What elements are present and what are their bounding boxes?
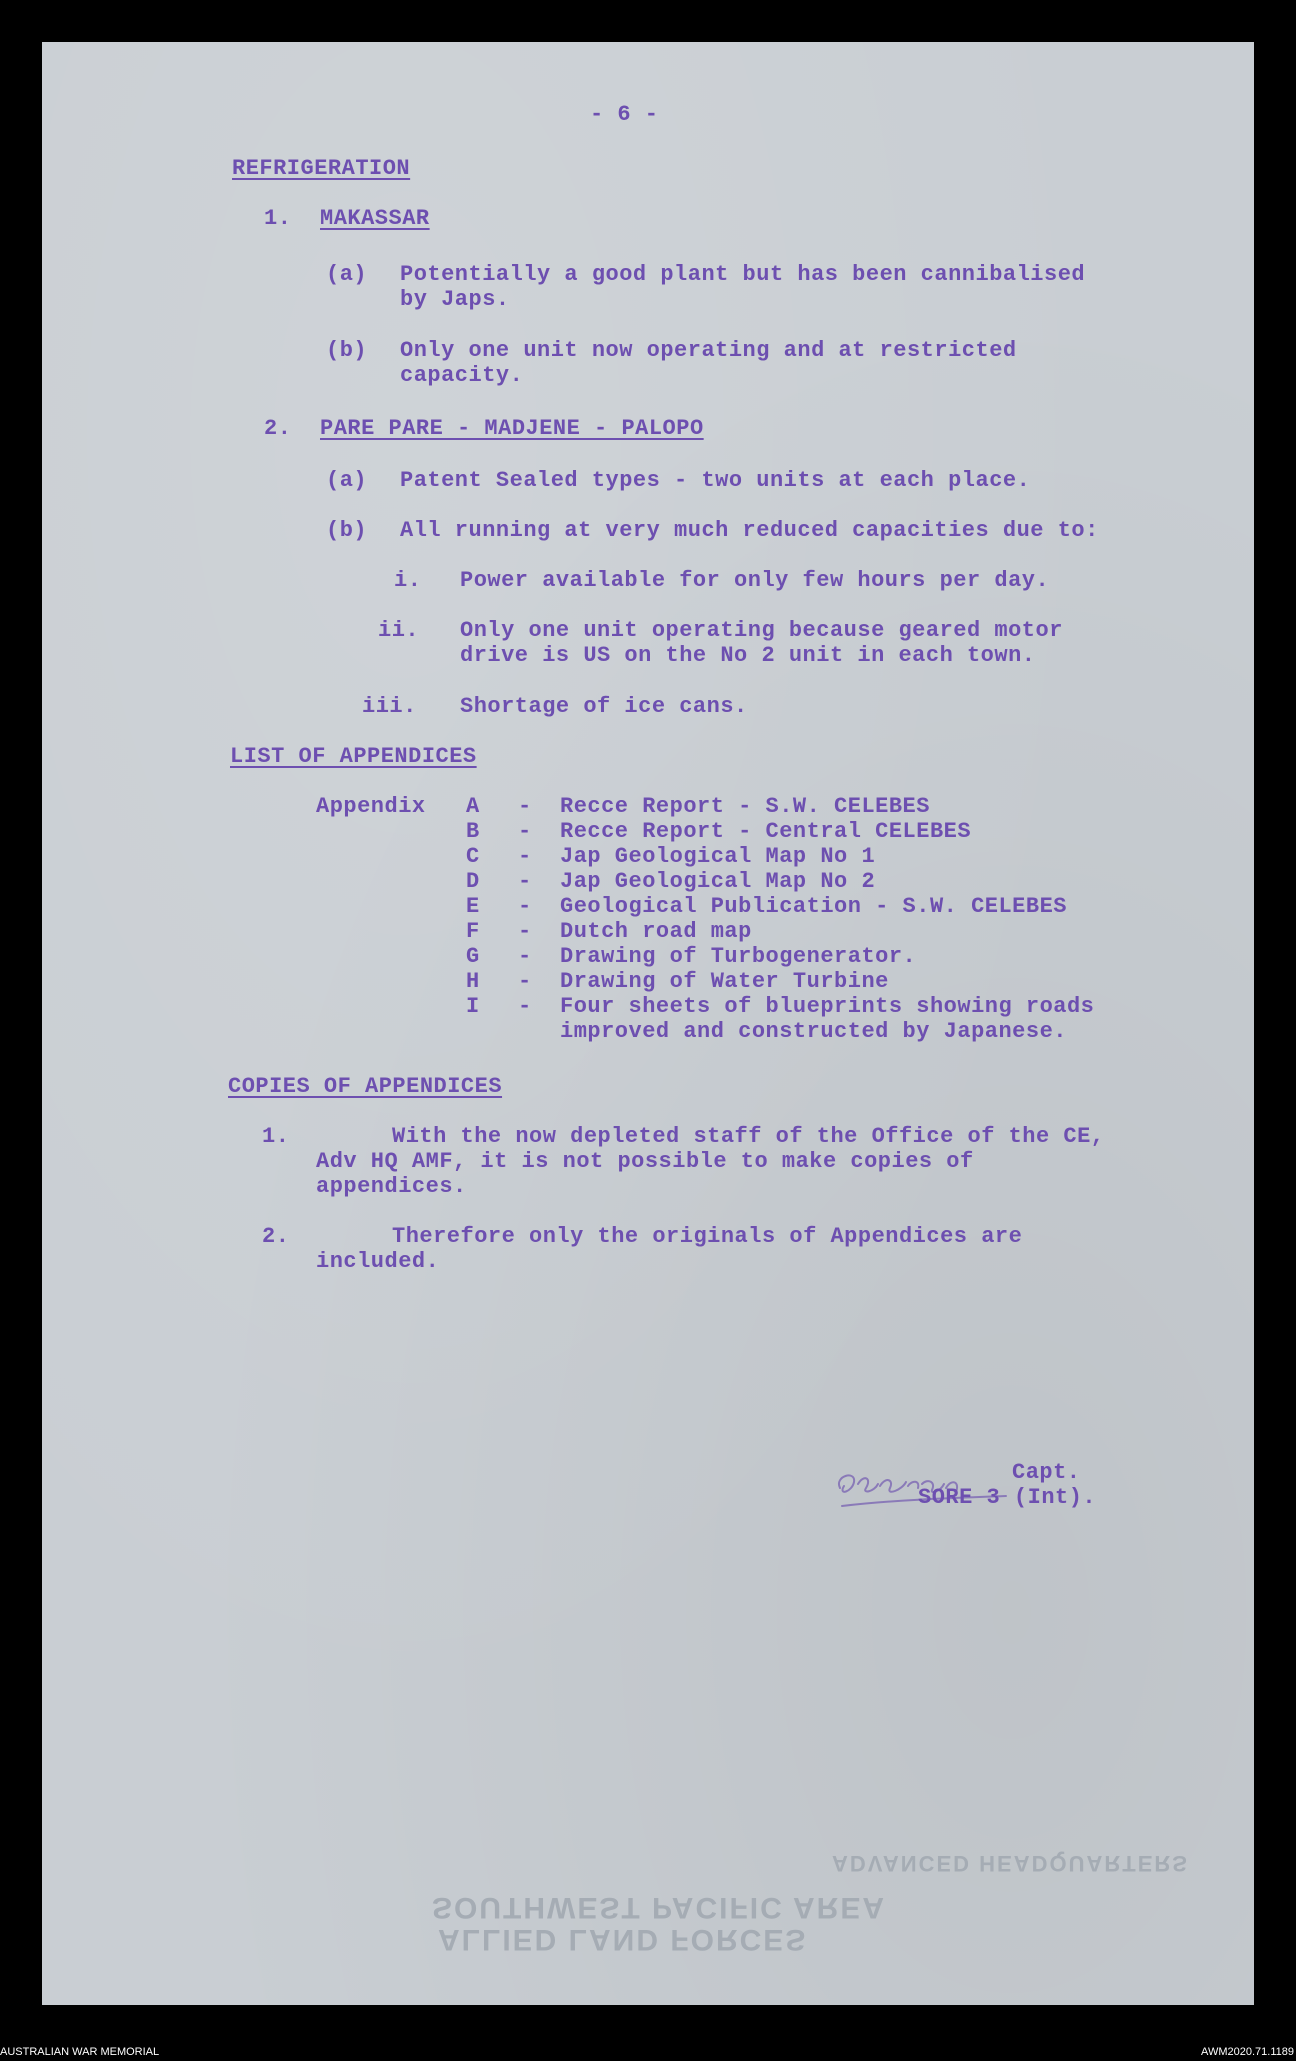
appendix-dash: - [518,819,532,844]
pare-a-text: Patent Sealed types - two units at each place. [400,468,1031,493]
appendix-text: Jap Geological Map No 2 [560,869,876,894]
appendix-letter: I [466,994,480,1019]
appendix-letter: D [466,869,480,894]
pare-number: 2. [264,416,292,441]
signature-rank: Capt. [1012,1460,1081,1485]
appendix-letter: B [466,819,480,844]
appendix-label: Appendix [316,794,426,819]
copies-p2-line1: Therefore only the originals of Appendices are [392,1224,1023,1249]
reason-ii-line2: drive is US on the No 2 unit in each town. [460,643,1036,668]
appendix-text-continued: improved and constructed by Japanese. [560,1019,1067,1044]
pare-b-label: (b) [326,518,368,543]
reason-ii-line1: Only one unit operating because geared motor [460,618,1063,643]
makassar-a-label: (a) [326,262,368,287]
stamp-line-3: ALLIED LAND FORCES [438,1923,808,1956]
stamp-line-2: SOUTHWEST PACIFIC AREA [432,1891,886,1924]
appendix-text: Jap Geological Map No 1 [560,844,876,869]
copies-p1-line2: Adv HQ AMF, it is not possible to make copies of [316,1149,974,1174]
pare-title: PARE PARE - MADJENE - PALOPO [320,416,704,441]
appendix-dash: - [518,919,532,944]
pare-a-label: (a) [326,468,368,493]
appendix-text: Drawing of Water Turbine [560,969,889,994]
appendix-text: Geological Publication - S.W. CELEBES [560,894,1067,919]
makassar-b-label: (b) [326,338,368,363]
appendix-letter: E [466,894,480,919]
refrigeration-heading: REFRIGERATION [232,156,411,181]
appendix-dash: - [518,994,532,1019]
appendix-letter: A [466,794,480,819]
appendix-dash: - [518,894,532,919]
reason-i-text: Power available for only few hours per day. [460,568,1050,593]
copies-p2-line2: included. [316,1249,440,1274]
reason-iii-text: Shortage of ice cans. [460,694,748,719]
makassar-b-line2: capacity. [400,363,524,388]
reason-i-num: i. [394,568,422,593]
appendix-dash: - [518,794,532,819]
copies-p2-number: 2. [262,1224,290,1249]
document-page [42,42,1254,2005]
appendix-letter: G [466,944,480,969]
signature-title: SORE 3 (Int). [918,1485,1097,1510]
appendix-text: Four sheets of blueprints showing roads [560,994,1095,1019]
makassar-a-line1: Potentially a good plant but has been cannibalised [400,262,1086,287]
appendix-letter: H [466,969,480,994]
appendices-heading: LIST OF APPENDICES [230,744,477,769]
makassar-number: 1. [264,206,292,231]
reason-iii-num: iii. [362,694,417,719]
appendix-letter: F [466,919,480,944]
copies-p1-line3: appendices. [316,1174,467,1199]
appendix-text: Drawing of Turbogenerator. [560,944,917,969]
appendix-dash: - [518,944,532,969]
appendix-letter: C [466,844,480,869]
makassar-title: MAKASSAR [320,206,430,231]
footer-right: AWM2020.71.1189 [1201,2046,1294,2058]
appendix-dash: - [518,969,532,994]
appendix-text: Recce Report - S.W. CELEBES [560,794,930,819]
reason-ii-num: ii. [378,618,420,643]
page-number: - 6 - [590,102,659,127]
stamp-line-1: ADVANCED HEADQUARTERS [832,1851,1189,1876]
footer-left: AUSTRALIAN WAR MEMORIAL [0,2046,160,2058]
pare-b-text: All running at very much reduced capacities due to: [400,518,1099,543]
appendix-text: Recce Report - Central CELEBES [560,819,972,844]
appendix-text: Dutch road map [560,919,752,944]
makassar-a-line2: by Japs. [400,287,510,312]
copies-p1-number: 1. [262,1124,290,1149]
copies-heading: COPIES OF APPENDICES [228,1074,503,1099]
copies-p1-line1: With the now depleted staff of the Office of the CE, [392,1124,1105,1149]
makassar-b-line1: Only one unit now operating and at restricted [400,338,1017,363]
appendix-dash: - [518,844,532,869]
appendix-dash: - [518,869,532,894]
